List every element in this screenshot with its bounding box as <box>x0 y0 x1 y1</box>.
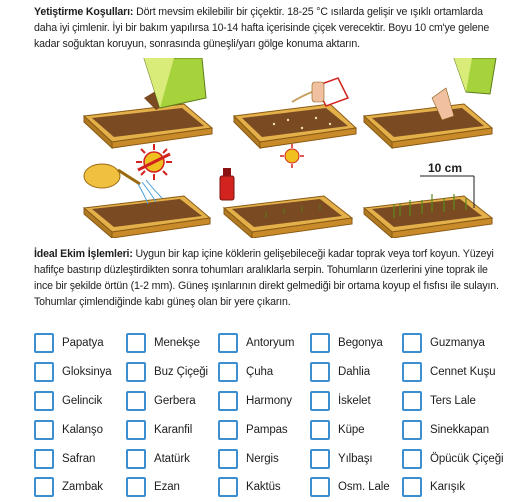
plant-name: Sinekkapan <box>430 423 490 436</box>
checklist-item[interactable] <box>310 420 402 440</box>
plant-name: Cennet Kuşu <box>430 366 496 379</box>
checkbox[interactable] <box>34 391 54 411</box>
checklist-item[interactable] <box>402 477 494 497</box>
step-fill-soil <box>84 58 212 148</box>
checklist-row <box>34 473 514 502</box>
step-cover-seeds <box>364 58 496 148</box>
checklist-item[interactable] <box>310 333 402 353</box>
plant-name: Öpücük Çiçeği <box>430 452 504 465</box>
checkbox[interactable] <box>34 449 54 469</box>
checkbox[interactable] <box>402 362 422 382</box>
checkbox[interactable] <box>34 333 54 353</box>
checkbox[interactable] <box>402 477 422 497</box>
checklist-item[interactable] <box>310 449 402 469</box>
growing-conditions-paragraph <box>34 4 504 52</box>
checkbox[interactable] <box>310 477 330 497</box>
checkbox[interactable] <box>402 391 422 411</box>
checkbox[interactable] <box>218 477 238 497</box>
checklist-item[interactable] <box>126 420 218 440</box>
checkbox[interactable] <box>126 391 146 411</box>
plant-name: Antoryum <box>246 337 295 350</box>
plant-name: Pampas <box>246 423 288 436</box>
checklist-row <box>34 415 514 444</box>
checkbox[interactable] <box>34 362 54 382</box>
plant-name: Gerbera <box>154 394 196 407</box>
checkbox[interactable] <box>218 420 238 440</box>
plant-name: Nergis <box>246 452 279 465</box>
plant-name: İskelet <box>338 394 371 407</box>
plant-name: Safran <box>62 452 96 465</box>
checkbox[interactable] <box>218 333 238 353</box>
plant-name: Zambak <box>62 481 103 494</box>
sun-icon <box>136 144 172 180</box>
checklist-item[interactable] <box>218 449 310 469</box>
checklist-row <box>34 444 514 473</box>
checklist-item[interactable] <box>34 420 126 440</box>
checklist-item[interactable] <box>218 362 310 382</box>
checklist-item[interactable] <box>402 420 494 440</box>
plant-name: Ezan <box>154 481 180 494</box>
checklist-item[interactable] <box>218 391 310 411</box>
plant-name: Yılbaşı <box>338 452 373 465</box>
checklist-item[interactable] <box>310 362 402 382</box>
checklist-item[interactable] <box>402 391 494 411</box>
plant-name: Ters Lale <box>430 394 476 407</box>
checkbox[interactable] <box>126 362 146 382</box>
checklist-item[interactable] <box>126 391 218 411</box>
plant-name: Kaktüs <box>246 481 281 494</box>
checkbox[interactable] <box>310 420 330 440</box>
checklist-item[interactable] <box>310 477 402 497</box>
checkbox[interactable] <box>218 391 238 411</box>
plant-name: Karışık <box>430 481 466 494</box>
checkbox[interactable] <box>126 333 146 353</box>
step-sow-seeds <box>234 78 356 148</box>
checklist-item[interactable] <box>126 477 218 497</box>
sowing-steps-illustration <box>34 58 504 238</box>
plant-name: Küpe <box>338 423 365 436</box>
checkbox[interactable] <box>310 391 330 411</box>
checkbox[interactable] <box>402 333 422 353</box>
plant-name: Atatürk <box>154 452 190 465</box>
plant-name: Kalanşo <box>62 423 103 436</box>
checklist-item[interactable] <box>126 362 218 382</box>
plant-name: Osm. Lale <box>338 481 390 494</box>
checkbox[interactable] <box>218 449 238 469</box>
sowing-steps-paragraph <box>34 246 504 310</box>
checklist-item[interactable] <box>310 391 402 411</box>
plant-name: Guzmanya <box>430 337 485 350</box>
checklist-item[interactable] <box>402 449 504 469</box>
checklist-item[interactable] <box>34 449 126 469</box>
checklist-item[interactable] <box>218 333 310 353</box>
plant-name: Çuha <box>246 366 274 379</box>
checkbox[interactable] <box>126 449 146 469</box>
checklist-row <box>34 387 514 416</box>
plant-name: Harmony <box>246 394 292 407</box>
step-spray <box>220 144 352 238</box>
growing-conditions-text: Dört mevsim ekilebilir bir çiçektir. 18-25 °C ısılarda gelişir ve ışıklı ortamlarda daha iyi çimlenir. İyi bir bakım yapılırsa 10-14 hafta içerisinde çiçek verecektir. Boyu 10 cm'ye gelene kadar soğuktan koruyun, sonrasında güneşli/yarı gölge konuma aktarın. <box>34 6 490 50</box>
plant-name: Menekşe <box>154 337 200 350</box>
checkbox[interactable] <box>402 420 422 440</box>
checklist-item[interactable] <box>402 333 494 353</box>
checkbox[interactable] <box>402 449 422 469</box>
plant-name: Papatya <box>62 337 104 350</box>
step-water <box>84 144 210 238</box>
checklist-item[interactable] <box>218 477 310 497</box>
checkbox[interactable] <box>34 420 54 440</box>
plant-name: Gloksinya <box>62 366 112 379</box>
checklist-item[interactable] <box>34 391 126 411</box>
plant-name: Dahlia <box>338 366 371 379</box>
plant-name: Karanfil <box>154 423 193 436</box>
checklist-row <box>34 358 514 387</box>
checkbox[interactable] <box>310 449 330 469</box>
checklist-item[interactable] <box>34 333 126 353</box>
growing-conditions-heading: Yetiştirme Koşulları: <box>34 6 134 18</box>
sowing-steps-heading: İdeal Ekim İşlemleri: <box>34 248 133 260</box>
checkbox[interactable] <box>34 477 54 497</box>
checklist-item[interactable] <box>218 420 310 440</box>
sowing-steps-text: Uygun bir kap içine köklerin gelişebileceği kadar toprak veya torf koyun. Yüzeyi hafifçe bastırıp düzleştirdikten sonra tohumları aralıklarla serpin. Tohumların üzerlerini yine toprak ile ince bir şekilde örtün (1-2 mm). Güneş ışınlarının direkt gelmediği bir ortama koyup el fısfısı ile sulayın. Tohumlar çimlendiğinde kabı güneş olan bir yere çıkarın. <box>34 248 499 308</box>
checkbox[interactable] <box>310 333 330 353</box>
checklist-row <box>34 329 514 358</box>
plant-name: Gelincik <box>62 394 103 407</box>
checkbox[interactable] <box>218 362 238 382</box>
checkbox[interactable] <box>310 362 330 382</box>
checklist-item[interactable] <box>126 333 218 353</box>
checklist-item[interactable] <box>34 362 126 382</box>
plant-name: Buz Çiçeği <box>154 366 208 379</box>
checkbox[interactable] <box>126 477 146 497</box>
checklist-item[interactable] <box>34 477 126 497</box>
checklist-item[interactable] <box>126 449 218 469</box>
measure-label: 10 cm <box>428 161 463 175</box>
sun-icon-small <box>280 144 304 168</box>
step-seedlings <box>364 161 492 238</box>
plant-name: Begonya <box>338 337 383 350</box>
checkbox[interactable] <box>126 420 146 440</box>
plant-checklist <box>34 329 514 502</box>
checklist-item[interactable] <box>402 362 494 382</box>
